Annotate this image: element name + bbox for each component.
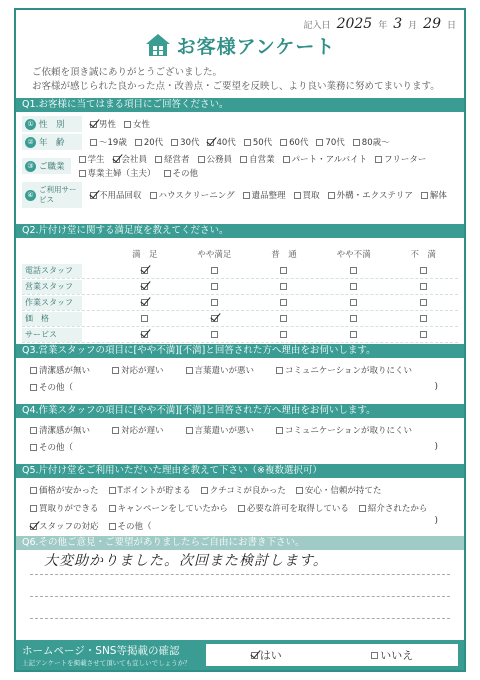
satisfaction-level: 不 満 xyxy=(410,250,436,260)
satisfaction-checkbox[interactable] xyxy=(211,283,218,290)
q3-option-checkbox[interactable] xyxy=(276,367,283,374)
q1-option-label: 70代 xyxy=(325,138,345,148)
satisfaction-cell xyxy=(180,331,250,340)
q1-option[interactable] xyxy=(90,118,116,130)
q1-option[interactable] xyxy=(375,153,426,165)
q5-option-label: 紹介されたから xyxy=(367,504,428,514)
q5-option[interactable] xyxy=(109,502,228,514)
q1-option-label: パート・アルバイト xyxy=(291,155,368,165)
q3-options xyxy=(30,364,454,393)
q1-option[interactable] xyxy=(198,153,233,165)
q3-option-checkbox[interactable] xyxy=(30,384,37,391)
q1-option-checkbox[interactable] xyxy=(328,192,335,199)
satisfaction-cell xyxy=(388,331,458,340)
satisfaction-checkbox[interactable] xyxy=(141,315,148,322)
q1-row-label-text: 性 別 xyxy=(39,120,65,130)
q3-option-label: 言葉遣いが悪い xyxy=(194,366,255,376)
date-month: 3 xyxy=(393,16,403,32)
write-line-2 xyxy=(30,596,450,597)
q1-option-label: 40代 xyxy=(216,138,236,148)
q4-close-paren: ) xyxy=(434,442,438,452)
q1-option-label: 男性 xyxy=(99,120,117,130)
q5-option[interactable] xyxy=(30,484,99,496)
q5-option-checkbox[interactable] xyxy=(109,487,116,494)
q1-option-label: 50代 xyxy=(252,138,273,148)
q4-option[interactable] xyxy=(276,424,412,436)
satisfaction-cell xyxy=(249,267,319,276)
consent-yes[interactable]: はい xyxy=(251,647,282,663)
satisfaction-checkbox[interactable] xyxy=(420,331,427,338)
satisfaction-cells xyxy=(110,267,458,276)
q1-option[interactable] xyxy=(316,136,344,148)
satisfaction-cell xyxy=(110,315,180,324)
q4-option-label: その他（ xyxy=(39,443,74,453)
q1-option-checkbox[interactable] xyxy=(124,121,131,128)
satisfaction-cell xyxy=(249,315,319,324)
q1-row-options xyxy=(82,118,150,130)
q5-option[interactable] xyxy=(109,484,191,496)
q1-option-checkbox[interactable] xyxy=(79,156,86,163)
satisfaction-checkbox[interactable] xyxy=(420,299,427,306)
satisfaction-cell xyxy=(319,283,389,292)
q1-option[interactable] xyxy=(283,153,368,165)
satisfaction-cell xyxy=(319,315,389,324)
q1-option-checkbox[interactable] xyxy=(421,192,428,199)
q1-option[interactable] xyxy=(135,136,163,148)
q5-option-checkbox[interactable] xyxy=(109,505,116,512)
q3-option-label: 対応が遅い xyxy=(121,366,164,376)
q5-option-label: クチコミが良かった xyxy=(209,486,286,496)
q1-option-label: ～19歳 xyxy=(99,138,127,148)
q4-option[interactable] xyxy=(186,424,255,436)
satisfaction-category: 作業スタッフ xyxy=(22,296,82,310)
q1-row xyxy=(22,116,458,132)
q1-option-label: 買取 xyxy=(302,191,320,201)
q1-option-checkbox[interactable] xyxy=(155,156,162,163)
satisfaction-cell xyxy=(319,267,389,276)
q1-option-label: 会社員 xyxy=(121,155,148,165)
satisfaction-cell xyxy=(110,267,180,276)
q5-option-label: 価格が安かった xyxy=(39,486,99,496)
q3-option-label: その他（ xyxy=(39,383,74,393)
q5-option[interactable] xyxy=(30,502,99,514)
q1-option-label: ハウスクリーニング xyxy=(158,191,235,201)
q1-option[interactable] xyxy=(90,136,127,148)
q4-option-checkbox[interactable] xyxy=(30,427,37,434)
q1-option[interactable] xyxy=(150,189,235,201)
publication-consent-bar xyxy=(16,640,464,670)
q3-option[interactable] xyxy=(112,364,164,376)
q1-option-checkbox[interactable] xyxy=(240,156,247,163)
q1-option-label: 公務員 xyxy=(206,155,233,165)
q3-option[interactable] xyxy=(30,381,73,393)
handwritten-comment: 大変助かりました。次回また検討します。 xyxy=(44,553,328,569)
q1-heading: Q1.お客様に当てはまる項目にご回答ください。 xyxy=(16,98,464,112)
q1-option-checkbox[interactable] xyxy=(294,192,301,199)
q1-option-label: 80歳～ xyxy=(361,138,390,148)
q5-option-checkbox[interactable] xyxy=(201,487,208,494)
q1-option[interactable] xyxy=(280,136,308,148)
q5-option-label: 必要な許可を取得している xyxy=(246,504,349,514)
q5-option-label: スタッフの対応 xyxy=(39,522,99,532)
q1-option[interactable] xyxy=(79,167,156,179)
q1-row-label xyxy=(22,158,71,174)
q5-heading: Q5.片付け堂をご利用いただいた理由を教えて下さい（※複数選択可） xyxy=(16,464,464,478)
q1-option[interactable] xyxy=(155,153,190,165)
satisfaction-row xyxy=(22,264,458,279)
q5-option[interactable] xyxy=(296,484,382,496)
q1-option[interactable] xyxy=(113,153,148,165)
consent-choices xyxy=(206,644,458,666)
q1-option-checkbox[interactable] xyxy=(164,170,171,177)
satisfaction-checkbox[interactable] xyxy=(141,331,148,338)
satisfaction-header xyxy=(110,248,458,260)
satisfaction-checkbox[interactable] xyxy=(350,331,357,338)
consent-title: ホームページ・SNS等掲載の確認 xyxy=(22,645,180,657)
q4-option-label: 対応が遅い xyxy=(121,426,164,436)
satisfaction-cell xyxy=(388,315,458,324)
q1-option-label: 60代 xyxy=(289,138,309,148)
q1-option-label: 解体 xyxy=(429,191,447,201)
q5-option[interactable] xyxy=(30,520,99,532)
q4-heading: Q4.作業スタッフの項目に[やや不満][不満]と回答された方へ理由をお伺いします。 xyxy=(16,404,464,418)
q3-option-label: コミュニケーションが取りにくい xyxy=(285,366,413,376)
q1-option-checkbox[interactable] xyxy=(244,139,251,146)
q1-option-checkbox[interactable] xyxy=(207,139,214,146)
satisfaction-category: 営業スタッフ xyxy=(22,280,82,294)
survey-sheet xyxy=(14,8,466,672)
q4-option[interactable] xyxy=(112,424,164,436)
satisfaction-checkbox[interactable] xyxy=(141,299,148,306)
q1-row-label-text: ご利用サービス xyxy=(39,185,77,204)
q1-option[interactable] xyxy=(164,167,199,179)
q4-option[interactable] xyxy=(30,441,73,453)
q4-option-checkbox[interactable] xyxy=(276,427,283,434)
q5-option-checkbox[interactable] xyxy=(30,523,37,530)
title-row xyxy=(16,30,464,60)
satisfaction-category: 価 格 xyxy=(22,312,82,326)
q4-option-checkbox[interactable] xyxy=(186,427,193,434)
satisfaction-cell xyxy=(249,283,319,292)
satisfaction-category: 電話スタッフ xyxy=(22,264,82,278)
satisfaction-checkbox[interactable] xyxy=(280,331,287,338)
intro-text: ご依頼を頂き誠にありがとうございました。 お客様が感じられた良かった点・改善点・ご要望を反映し、より良い業務に努めてまいります。 xyxy=(32,67,440,92)
satisfaction-cell xyxy=(319,299,389,308)
q1-option-checkbox[interactable] xyxy=(135,139,142,146)
q5-option[interactable] xyxy=(201,484,286,496)
satisfaction-cell xyxy=(110,299,180,308)
q4-options xyxy=(30,424,454,453)
satisfaction-cell xyxy=(110,283,180,292)
satisfaction-checkbox[interactable] xyxy=(211,331,218,338)
write-line-3 xyxy=(30,618,450,619)
q1-option-label: 自営業 xyxy=(249,155,275,165)
satisfaction-cells xyxy=(110,331,458,340)
q1-option[interactable] xyxy=(328,189,413,201)
q5-option-checkbox[interactable] xyxy=(109,523,116,530)
date-label: 記入日 xyxy=(303,21,331,31)
satisfaction-level: やや不満 xyxy=(336,250,371,260)
q1-option-checkbox[interactable] xyxy=(79,170,86,177)
satisfaction-cells xyxy=(110,315,458,324)
satisfaction-cell xyxy=(388,267,458,276)
q1-option-label: 女性 xyxy=(133,120,151,130)
q1-row xyxy=(22,134,458,150)
q3-option[interactable] xyxy=(276,364,412,376)
date-field: 記入日 2025 年 3 月 29 日 xyxy=(303,16,456,32)
q5-option-checkbox[interactable] xyxy=(30,505,37,512)
satisfaction-level: 普 通 xyxy=(271,250,297,260)
q1-option-label: 遺品整理 xyxy=(251,191,286,201)
satisfaction-cell xyxy=(180,267,250,276)
q3-option-checkbox[interactable] xyxy=(112,367,119,374)
q4-option-checkbox[interactable] xyxy=(112,427,119,434)
q1-row-options xyxy=(82,136,390,148)
satisfaction-cell xyxy=(180,315,250,324)
satisfaction-level: やや満足 xyxy=(197,250,232,260)
satisfaction-checkbox[interactable] xyxy=(420,283,427,290)
q5-close-paren: ) xyxy=(434,516,438,526)
satisfaction-checkbox[interactable] xyxy=(350,315,357,322)
q1-option-checkbox[interactable] xyxy=(280,139,287,146)
q1-option[interactable] xyxy=(90,189,142,201)
q5-option-label: 安心・信頼が持てた xyxy=(304,486,382,496)
q5-option-checkbox[interactable] xyxy=(238,505,245,512)
satisfaction-category: サービス xyxy=(22,328,82,342)
q1-option-label: 専業主婦（主夫） xyxy=(87,169,156,179)
satisfaction-checkbox[interactable] xyxy=(280,267,287,274)
q1-option[interactable] xyxy=(353,136,390,148)
q1-row-label xyxy=(22,182,82,208)
q5-option-label: その他（ xyxy=(117,522,152,532)
satisfaction-cells xyxy=(110,299,458,308)
q1-option-checkbox[interactable] xyxy=(90,139,97,146)
q3-heading: Q3.営業スタッフの項目に[やや不満][不満]と回答された方へ理由をお伺いします。 xyxy=(16,344,464,358)
q1-option[interactable] xyxy=(79,153,105,165)
q3-option-checkbox[interactable] xyxy=(30,367,37,374)
q1-row-options xyxy=(71,153,459,179)
satisfaction-cell xyxy=(249,299,319,308)
q1-option[interactable] xyxy=(207,136,235,148)
satisfaction-checkbox[interactable] xyxy=(141,283,148,290)
q5-options xyxy=(30,484,454,532)
q5-option-checkbox[interactable] xyxy=(296,487,303,494)
q1-option-checkbox[interactable] xyxy=(90,192,97,199)
q1-option-checkbox[interactable] xyxy=(283,156,290,163)
satisfaction-checkbox[interactable] xyxy=(211,299,218,306)
satisfaction-cell xyxy=(388,299,458,308)
q1-row-label-text: ご職業 xyxy=(39,162,65,172)
q1-option-checkbox[interactable] xyxy=(150,192,157,199)
q1-option[interactable] xyxy=(243,189,286,201)
q1-row-label-text: 年 齢 xyxy=(39,138,65,148)
q4-option-label: 清潔感が無い xyxy=(39,426,91,436)
q1-row xyxy=(22,182,458,208)
q1-option-checkbox[interactable] xyxy=(375,156,382,163)
satisfaction-cell xyxy=(180,283,250,292)
satisfaction-row xyxy=(22,328,458,343)
q2-heading: Q2.片付け堂に関する満足度を教えてください。 xyxy=(16,224,464,238)
q3-option-label: 清潔感が無い xyxy=(39,366,91,376)
consent-subtitle: 上記アンケートを掲載させて頂いても宜しいでしょうか？ xyxy=(22,659,191,667)
q5-option-checkbox[interactable] xyxy=(359,505,366,512)
satisfaction-row xyxy=(22,312,458,327)
q3-option-checkbox[interactable] xyxy=(186,367,193,374)
page-title: お客様アンケート xyxy=(176,35,336,58)
q1-row-number: ② xyxy=(25,137,36,148)
q1-option-label: フリーター xyxy=(384,155,427,165)
q3-option[interactable] xyxy=(30,364,90,376)
q5-option-label: Tポイントが貯まる xyxy=(117,486,191,496)
satisfaction-row xyxy=(22,280,458,295)
q5-option-label: キャンペーンをしていたから xyxy=(117,504,228,514)
satisfaction-checkbox[interactable] xyxy=(211,315,218,322)
q1-option[interactable] xyxy=(421,189,447,201)
q1-option-label: 不用品回収 xyxy=(99,191,142,201)
q1-option-checkbox[interactable] xyxy=(198,156,205,163)
q3-option[interactable] xyxy=(186,364,255,376)
q6-heading: Q6.その他ご意見・ご要望がありましたらご自由にお書き下さい。 xyxy=(16,536,464,550)
q1-row-number: ① xyxy=(25,119,36,130)
q1-option-label: 20代 xyxy=(143,138,164,148)
q1-row xyxy=(22,153,458,179)
write-line-1 xyxy=(30,574,450,575)
q4-option-checkbox[interactable] xyxy=(30,444,37,451)
q5-option-label: 買取りができる xyxy=(39,504,99,514)
q5-option[interactable] xyxy=(109,520,152,532)
house-logo-icon xyxy=(145,33,171,57)
q1-option-label: 経営者 xyxy=(164,155,190,165)
q4-option[interactable] xyxy=(30,424,90,436)
satisfaction-cell xyxy=(388,283,458,292)
q1-row-number: ④ xyxy=(25,190,36,201)
q1-option-label: その他 xyxy=(172,169,199,179)
satisfaction-checkbox[interactable] xyxy=(280,283,287,290)
q1-option[interactable] xyxy=(244,136,272,148)
q1-option[interactable] xyxy=(171,136,199,148)
consent-yes-checkbox[interactable] xyxy=(251,652,258,659)
satisfaction-level: 満 足 xyxy=(132,250,158,260)
satisfaction-checkbox[interactable] xyxy=(141,267,148,274)
q1-option-checkbox[interactable] xyxy=(171,139,178,146)
q5-option[interactable] xyxy=(359,502,428,514)
q1-option-label: 30代 xyxy=(180,138,200,148)
q5-option-checkbox[interactable] xyxy=(30,487,37,494)
satisfaction-cell xyxy=(110,331,180,340)
q3-close-paren: ) xyxy=(434,382,438,392)
satisfaction-checkbox[interactable] xyxy=(211,267,218,274)
satisfaction-checkbox[interactable] xyxy=(280,315,287,322)
date-day: 29 xyxy=(423,16,441,32)
q1-row-label xyxy=(22,116,82,132)
satisfaction-checkbox[interactable] xyxy=(420,267,427,274)
satisfaction-cell xyxy=(319,331,389,340)
date-year: 2025 xyxy=(336,16,373,32)
satisfaction-checkbox[interactable] xyxy=(280,299,287,306)
q1-row-label xyxy=(22,134,82,150)
q1-row-options xyxy=(82,189,447,201)
satisfaction-checkbox[interactable] xyxy=(350,267,357,274)
q1-option[interactable] xyxy=(240,153,275,165)
q1-row-number: ③ xyxy=(25,161,36,172)
satisfaction-row xyxy=(22,296,458,311)
q1-option-checkbox[interactable] xyxy=(316,139,323,146)
q4-option-label: 言葉遣いが悪い xyxy=(194,426,255,436)
satisfaction-cell xyxy=(180,299,250,308)
q1-option-label: 外構・エクステリア xyxy=(336,191,413,201)
q5-option[interactable] xyxy=(238,502,349,514)
q1-option-checkbox[interactable] xyxy=(113,156,120,163)
satisfaction-cell xyxy=(249,331,319,340)
q1-option[interactable] xyxy=(124,118,150,130)
satisfaction-cells xyxy=(110,283,458,292)
q1-option[interactable] xyxy=(294,189,320,201)
satisfaction-checkbox[interactable] xyxy=(350,299,357,306)
satisfaction-checkbox[interactable] xyxy=(420,315,427,322)
consent-no[interactable]: いいえ xyxy=(371,647,413,663)
q1-option-checkbox[interactable] xyxy=(243,192,250,199)
consent-no-checkbox[interactable] xyxy=(371,652,378,659)
q1-option-checkbox[interactable] xyxy=(353,139,360,146)
q1-option-checkbox[interactable] xyxy=(90,121,97,128)
satisfaction-checkbox[interactable] xyxy=(350,283,357,290)
q4-option-label: コミュニケーションが取りにくい xyxy=(285,426,413,436)
q1-option-label: 学生 xyxy=(87,155,105,165)
